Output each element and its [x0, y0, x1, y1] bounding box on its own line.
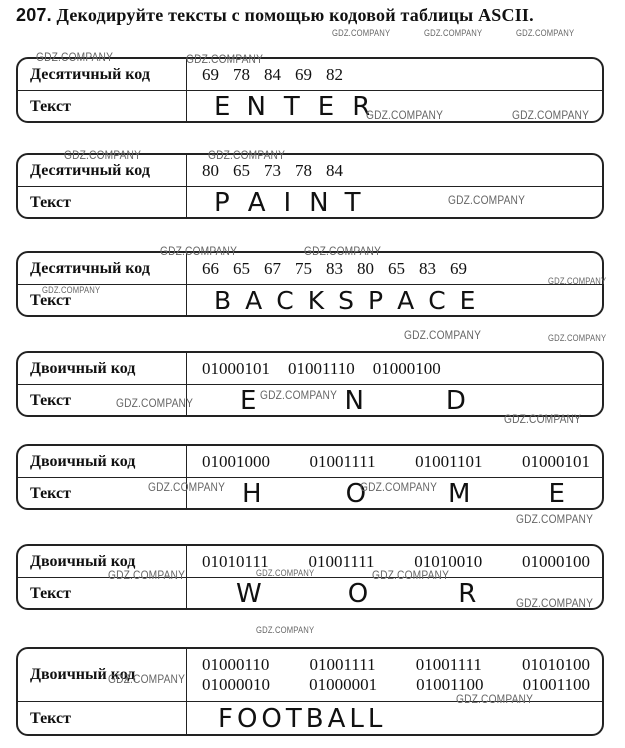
code-value: 01001111 — [309, 655, 376, 674]
watermark: GDZ.COMPANY — [108, 568, 186, 582]
code-value: 67 — [264, 258, 281, 278]
watermark: GDZ.COMPANY — [424, 28, 483, 38]
code-row — [18, 353, 602, 384]
answer-letter: B — [214, 286, 232, 315]
text-label: Текст — [30, 391, 71, 409]
code-value: 01000010 — [202, 675, 270, 694]
code-value: 75 — [295, 258, 312, 278]
answer-letter: S — [338, 286, 355, 315]
watermark: GDZ.COMPANY — [64, 148, 142, 162]
text-row — [18, 477, 602, 509]
code-value: 01001101 — [415, 451, 483, 471]
text-label: Текст — [30, 709, 71, 727]
watermark: GDZ.COMPANY — [504, 412, 582, 426]
watermark: GDZ.COMPANY — [108, 672, 186, 686]
code-value: 01000101 — [521, 451, 590, 471]
exercise-title — [16, 5, 534, 26]
watermark: GDZ.COMPANY — [186, 52, 264, 66]
watermark: GDZ.COMPANY — [404, 328, 482, 342]
answer-letter: O — [345, 478, 367, 509]
decimal-codes — [202, 253, 594, 284]
answer-letter: A — [245, 286, 263, 315]
watermark: GDZ.COMPANY — [256, 625, 315, 635]
watermark: GDZ.COMPANY — [42, 285, 101, 295]
table-end — [16, 351, 604, 417]
answer-letter: E — [240, 385, 257, 416]
table-paint — [16, 153, 604, 219]
code-value: 84 — [326, 160, 343, 180]
watermark: GDZ.COMPANY — [548, 276, 607, 286]
code-value: 65 — [388, 258, 405, 278]
binary-code-label: Двоичный код — [30, 359, 136, 377]
code-value: 82 — [326, 64, 343, 84]
watermark: GDZ.COMPANY — [456, 692, 534, 706]
answer-letter: T — [283, 91, 300, 122]
answer-letter: N — [246, 91, 266, 122]
binary-codes-line-1 — [202, 655, 594, 675]
code-value: 01000101 — [202, 358, 270, 378]
table-backspace — [16, 251, 607, 317]
code-value: 01010111 — [202, 551, 269, 571]
watermark: GDZ.COMPANY — [512, 108, 590, 122]
text-row — [18, 577, 602, 609]
code-value: 69 — [202, 64, 219, 84]
code-value: 01000100 — [521, 551, 590, 571]
code-value: 01000001 — [309, 675, 378, 694]
answer-word: FOOTBALL — [218, 703, 387, 734]
answer-letter: A — [397, 286, 415, 315]
answer-letter: E — [214, 91, 231, 122]
code-value: 01000100 — [372, 358, 441, 378]
watermark: GDZ.COMPANY — [366, 108, 444, 122]
answer-letter: A — [247, 187, 266, 218]
code-value: 83 — [419, 258, 436, 278]
text-label: Текст — [30, 484, 71, 502]
binary-codes — [202, 353, 594, 384]
exercise-number: 207. — [16, 5, 52, 25]
text-row — [18, 284, 602, 316]
decimal-code-label: Десятичный код — [30, 65, 150, 83]
decimal-code-label: Десятичный код — [30, 259, 150, 277]
answer-letter: P — [214, 187, 230, 218]
watermark: GDZ.COMPANY — [256, 568, 315, 578]
code-value: 01001000 — [202, 451, 270, 471]
code-value: 78 — [233, 64, 250, 84]
code-value: 01001111 — [309, 451, 376, 471]
watermark: GDZ.COMPANY — [332, 28, 391, 38]
binary-codes — [202, 649, 594, 701]
handwritten-answer — [202, 187, 594, 218]
watermark: GDZ.COMPANY — [160, 244, 238, 258]
code-value: 84 — [264, 64, 281, 84]
code-value: 01010010 — [414, 551, 483, 571]
watermark: GDZ.COMPANY — [208, 148, 286, 162]
code-value: 80 — [202, 160, 219, 180]
text-label: Текст — [30, 291, 71, 309]
table-home — [16, 444, 604, 510]
answer-letter: I — [283, 187, 292, 218]
code-value: 80 — [357, 258, 374, 278]
answer-letter: C — [276, 286, 294, 315]
watermark: GDZ.COMPANY — [148, 480, 226, 494]
answer-letter: E — [317, 91, 335, 122]
code-value: 01000110 — [202, 655, 270, 674]
code-value: 69 — [295, 64, 312, 84]
binary-codes-line-2 — [202, 675, 594, 695]
code-value: 65 — [233, 160, 250, 180]
answer-letter: N — [344, 385, 364, 416]
binary-code-label: Двоичный код — [30, 552, 136, 570]
answer-letter: O — [347, 578, 369, 609]
handwritten-answer — [202, 702, 594, 735]
exercise-instruction: Декодируйте тексты с помощью кодовой таблицы ASCII. — [56, 5, 534, 25]
watermark: GDZ.COMPANY — [548, 333, 607, 343]
watermark: GDZ.COMPANY — [36, 50, 114, 64]
code-value: 01001110 — [288, 358, 355, 378]
code-value: 01001100 — [522, 675, 590, 694]
text-label: Текст — [30, 584, 71, 602]
answer-letter: C — [428, 286, 446, 315]
text-row — [18, 701, 602, 735]
answer-letter: T — [344, 187, 361, 218]
answer-letter: P — [368, 286, 384, 315]
text-label: Текст — [30, 97, 71, 115]
watermark: GDZ.COMPANY — [516, 28, 575, 38]
watermark: GDZ.COMPANY — [260, 388, 338, 402]
answer-letter: E — [548, 478, 565, 509]
watermark: GDZ.COMPANY — [304, 244, 382, 258]
decimal-code-label: Десятичный код — [30, 161, 150, 179]
answer-letter: W — [236, 578, 262, 609]
watermark: GDZ.COMPANY — [360, 480, 438, 494]
code-value: 66 — [202, 258, 219, 278]
answer-letter: D — [445, 385, 466, 416]
code-value: 78 — [295, 160, 312, 180]
code-value: 83 — [326, 258, 343, 278]
code-value: 65 — [233, 258, 250, 278]
code-value: 69 — [450, 258, 467, 278]
answer-letter: N — [309, 187, 329, 218]
watermark: GDZ.COMPANY — [372, 568, 450, 582]
answer-letter: R — [458, 578, 477, 609]
watermark: GDZ.COMPANY — [116, 396, 194, 410]
code-row — [18, 446, 602, 477]
answer-letter: K — [307, 286, 325, 315]
watermark: GDZ.COMPANY — [448, 193, 526, 207]
answer-letter: E — [459, 286, 476, 315]
watermark: GDZ.COMPANY — [516, 596, 594, 610]
code-value: 01001100 — [416, 675, 484, 694]
answer-letter: M — [448, 478, 471, 509]
code-value: 01001111 — [308, 551, 375, 571]
answer-letter: R — [352, 91, 371, 122]
binary-code-label: Двоичный код — [30, 666, 136, 683]
watermark: GDZ.COMPANY — [516, 512, 594, 526]
code-value: 73 — [264, 160, 281, 180]
code-value: 01010100 — [521, 655, 590, 674]
binary-code-label: Двоичный код — [30, 452, 136, 470]
handwritten-answer — [202, 285, 594, 316]
binary-codes — [202, 446, 594, 477]
code-value: 01001111 — [415, 655, 482, 674]
text-label: Текст — [30, 193, 71, 211]
answer-letter: H — [242, 478, 262, 509]
